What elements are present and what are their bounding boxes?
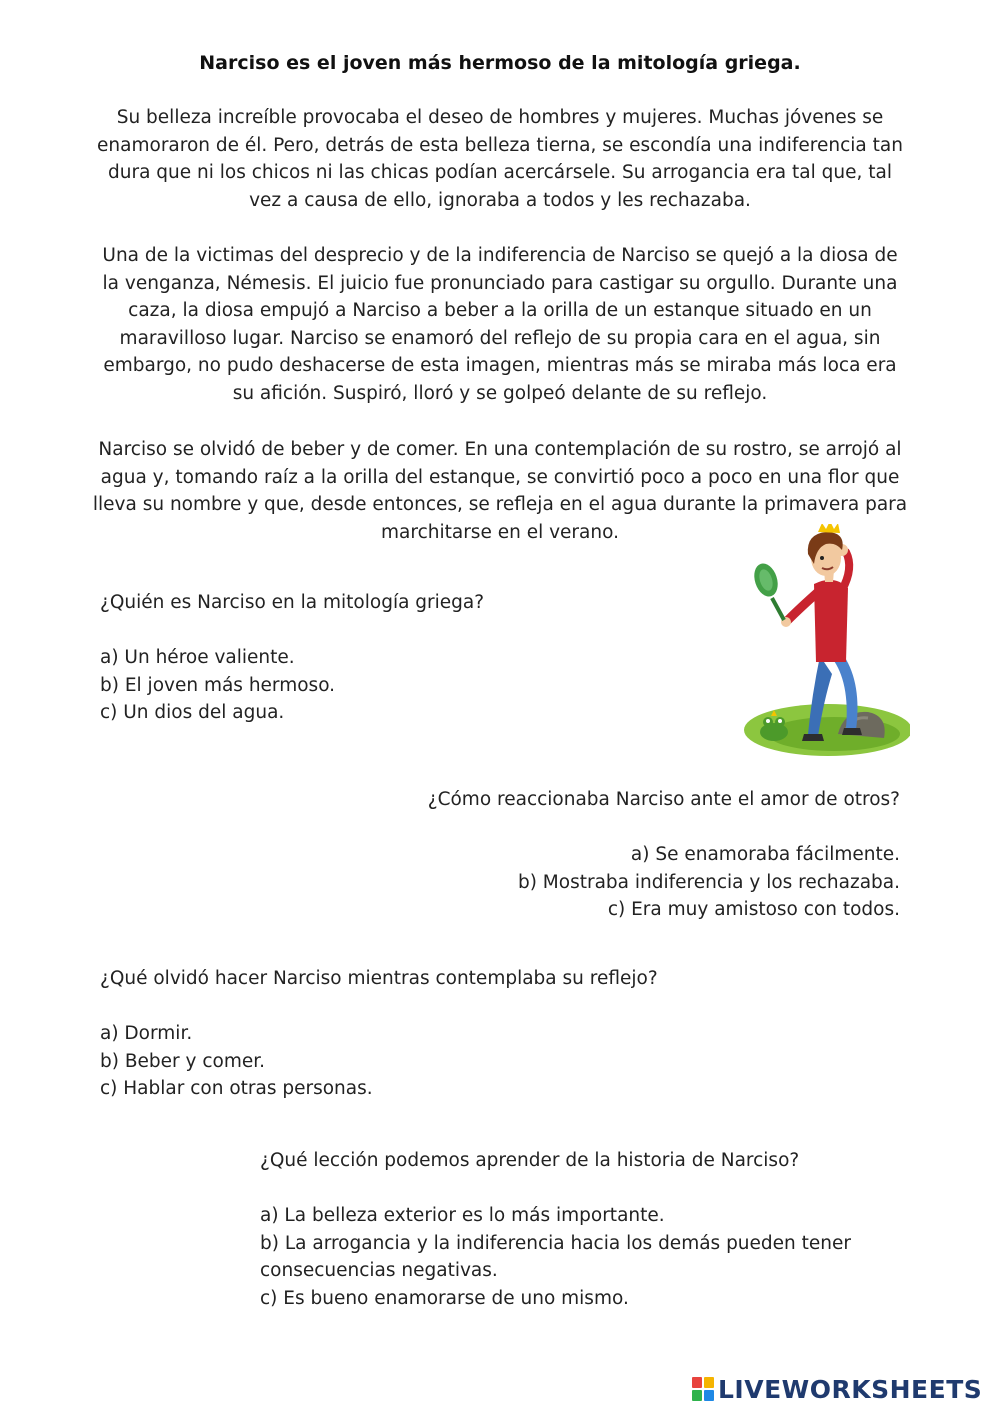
paragraph-line: agua y, tomando raíz a la orilla del estanque, se convirtió poco a poco en una flor que: [100, 466, 900, 488]
answer-option[interactable]: a) La belleza exterior es lo más importante.: [260, 1205, 665, 1227]
answer-option[interactable]: c) Era muy amistoso con todos.: [607, 899, 900, 921]
answer-option[interactable]: b) La arrogancia y la indiferencia hacia los demás pueden tener: [260, 1232, 851, 1254]
answer-option-continued: consecuencias negativas.: [260, 1260, 498, 1282]
paragraph-line: Una de la victimas del desprecio y de la indiferencia de Narciso se quejó a la diosa de: [102, 245, 898, 266]
narcissus-mirror-illustration: [738, 524, 910, 762]
story-paragraph-1: [62, 104, 938, 214]
answer-option[interactable]: a) Dormir.: [100, 1023, 193, 1045]
logo-mark-square: [692, 1390, 702, 1401]
answer-option[interactable]: c) Un dios del agua.: [100, 702, 285, 724]
paragraph-line: su afición. Suspiró, lloró y se golpeó delante de su reflejo.: [232, 382, 768, 404]
paragraph-line: dura que ni los chicos ni las chicas podían acercársele. Su arrogancia era tal que, tal: [108, 162, 892, 184]
paragraph-line: lleva su nombre y que, desde entonces, se refleja en el agua durante la primavera para: [92, 494, 908, 516]
paragraph-line: Narciso se olvidó de beber y de comer. En una contemplación de su rostro, se arrojó al: [98, 439, 902, 460]
paragraph-line: Su belleza increíble provocaba el deseo de hombres y mujeres. Muchas jóvenes se: [116, 107, 884, 128]
paragraph-line: enamoraron de él. Pero, detrás de esta belleza tierna, se escondía una indiferencia tan: [97, 134, 903, 156]
paragraph-line: marchitarse en el verano.: [381, 521, 619, 543]
question-1: [100, 589, 484, 727]
question-text: ¿Quién es Narciso en la mitología griega?: [100, 592, 485, 613]
logo-mark-square: [692, 1377, 702, 1388]
liveworksheets-logo[interactable]: [692, 1374, 982, 1404]
answer-option[interactable]: b) Beber y comer.: [100, 1050, 266, 1072]
question-2: [428, 786, 900, 924]
answer-option[interactable]: c) Hablar con otras personas.: [100, 1078, 373, 1100]
paragraph-line: embargo, no pudo deshacerse de esta imagen, mientras más se miraba más loca era: [103, 355, 897, 377]
answer-option[interactable]: c) Es bueno enamorarse de uno mismo.: [260, 1287, 629, 1309]
answer-option[interactable]: b) Mostraba indiferencia y los rechazaba.: [517, 871, 900, 893]
answer-option[interactable]: b) El joven más hermoso.: [100, 674, 336, 696]
question-4: [260, 1147, 851, 1313]
paragraph-line: caza, la diosa empujó a Narciso a beber a la orilla de un estanque situado en un: [128, 300, 872, 322]
answer-option[interactable]: a) Se enamoraba fácilmente.: [630, 844, 900, 866]
liveworksheets-logo-icon: [692, 1377, 714, 1401]
question-text: ¿Qué lección podemos aprender de la historia de Narciso?: [260, 1150, 800, 1171]
question-3: [100, 965, 658, 1103]
question-text: ¿Cómo reaccionaba Narciso ante el amor de otros?: [427, 789, 900, 810]
story-paragraph-2: [62, 242, 938, 408]
logo-text: LIVEWORKSHEETS: [718, 1374, 983, 1404]
paragraph-line: maravilloso lugar. Narciso se enamoró del reflejo de su propia cara en el agua, sin: [119, 327, 881, 349]
question-text: ¿Qué olvidó hacer Narciso mientras contemplaba su reflejo?: [100, 968, 658, 989]
paragraph-line: vez a causa de ello, ignoraba a todos y les rechazaba.: [249, 189, 751, 211]
logo-mark-square: [704, 1390, 714, 1401]
answer-option[interactable]: a) Un héroe valiente.: [100, 647, 295, 669]
logo-mark-square: [704, 1377, 714, 1388]
paragraph-line: la venganza, Némesis. El juicio fue pronunciado para castigar su orgullo. Durante una: [102, 272, 898, 294]
worksheet-title: Narciso es el joven más hermoso de la mitología griega.: [199, 52, 801, 74]
